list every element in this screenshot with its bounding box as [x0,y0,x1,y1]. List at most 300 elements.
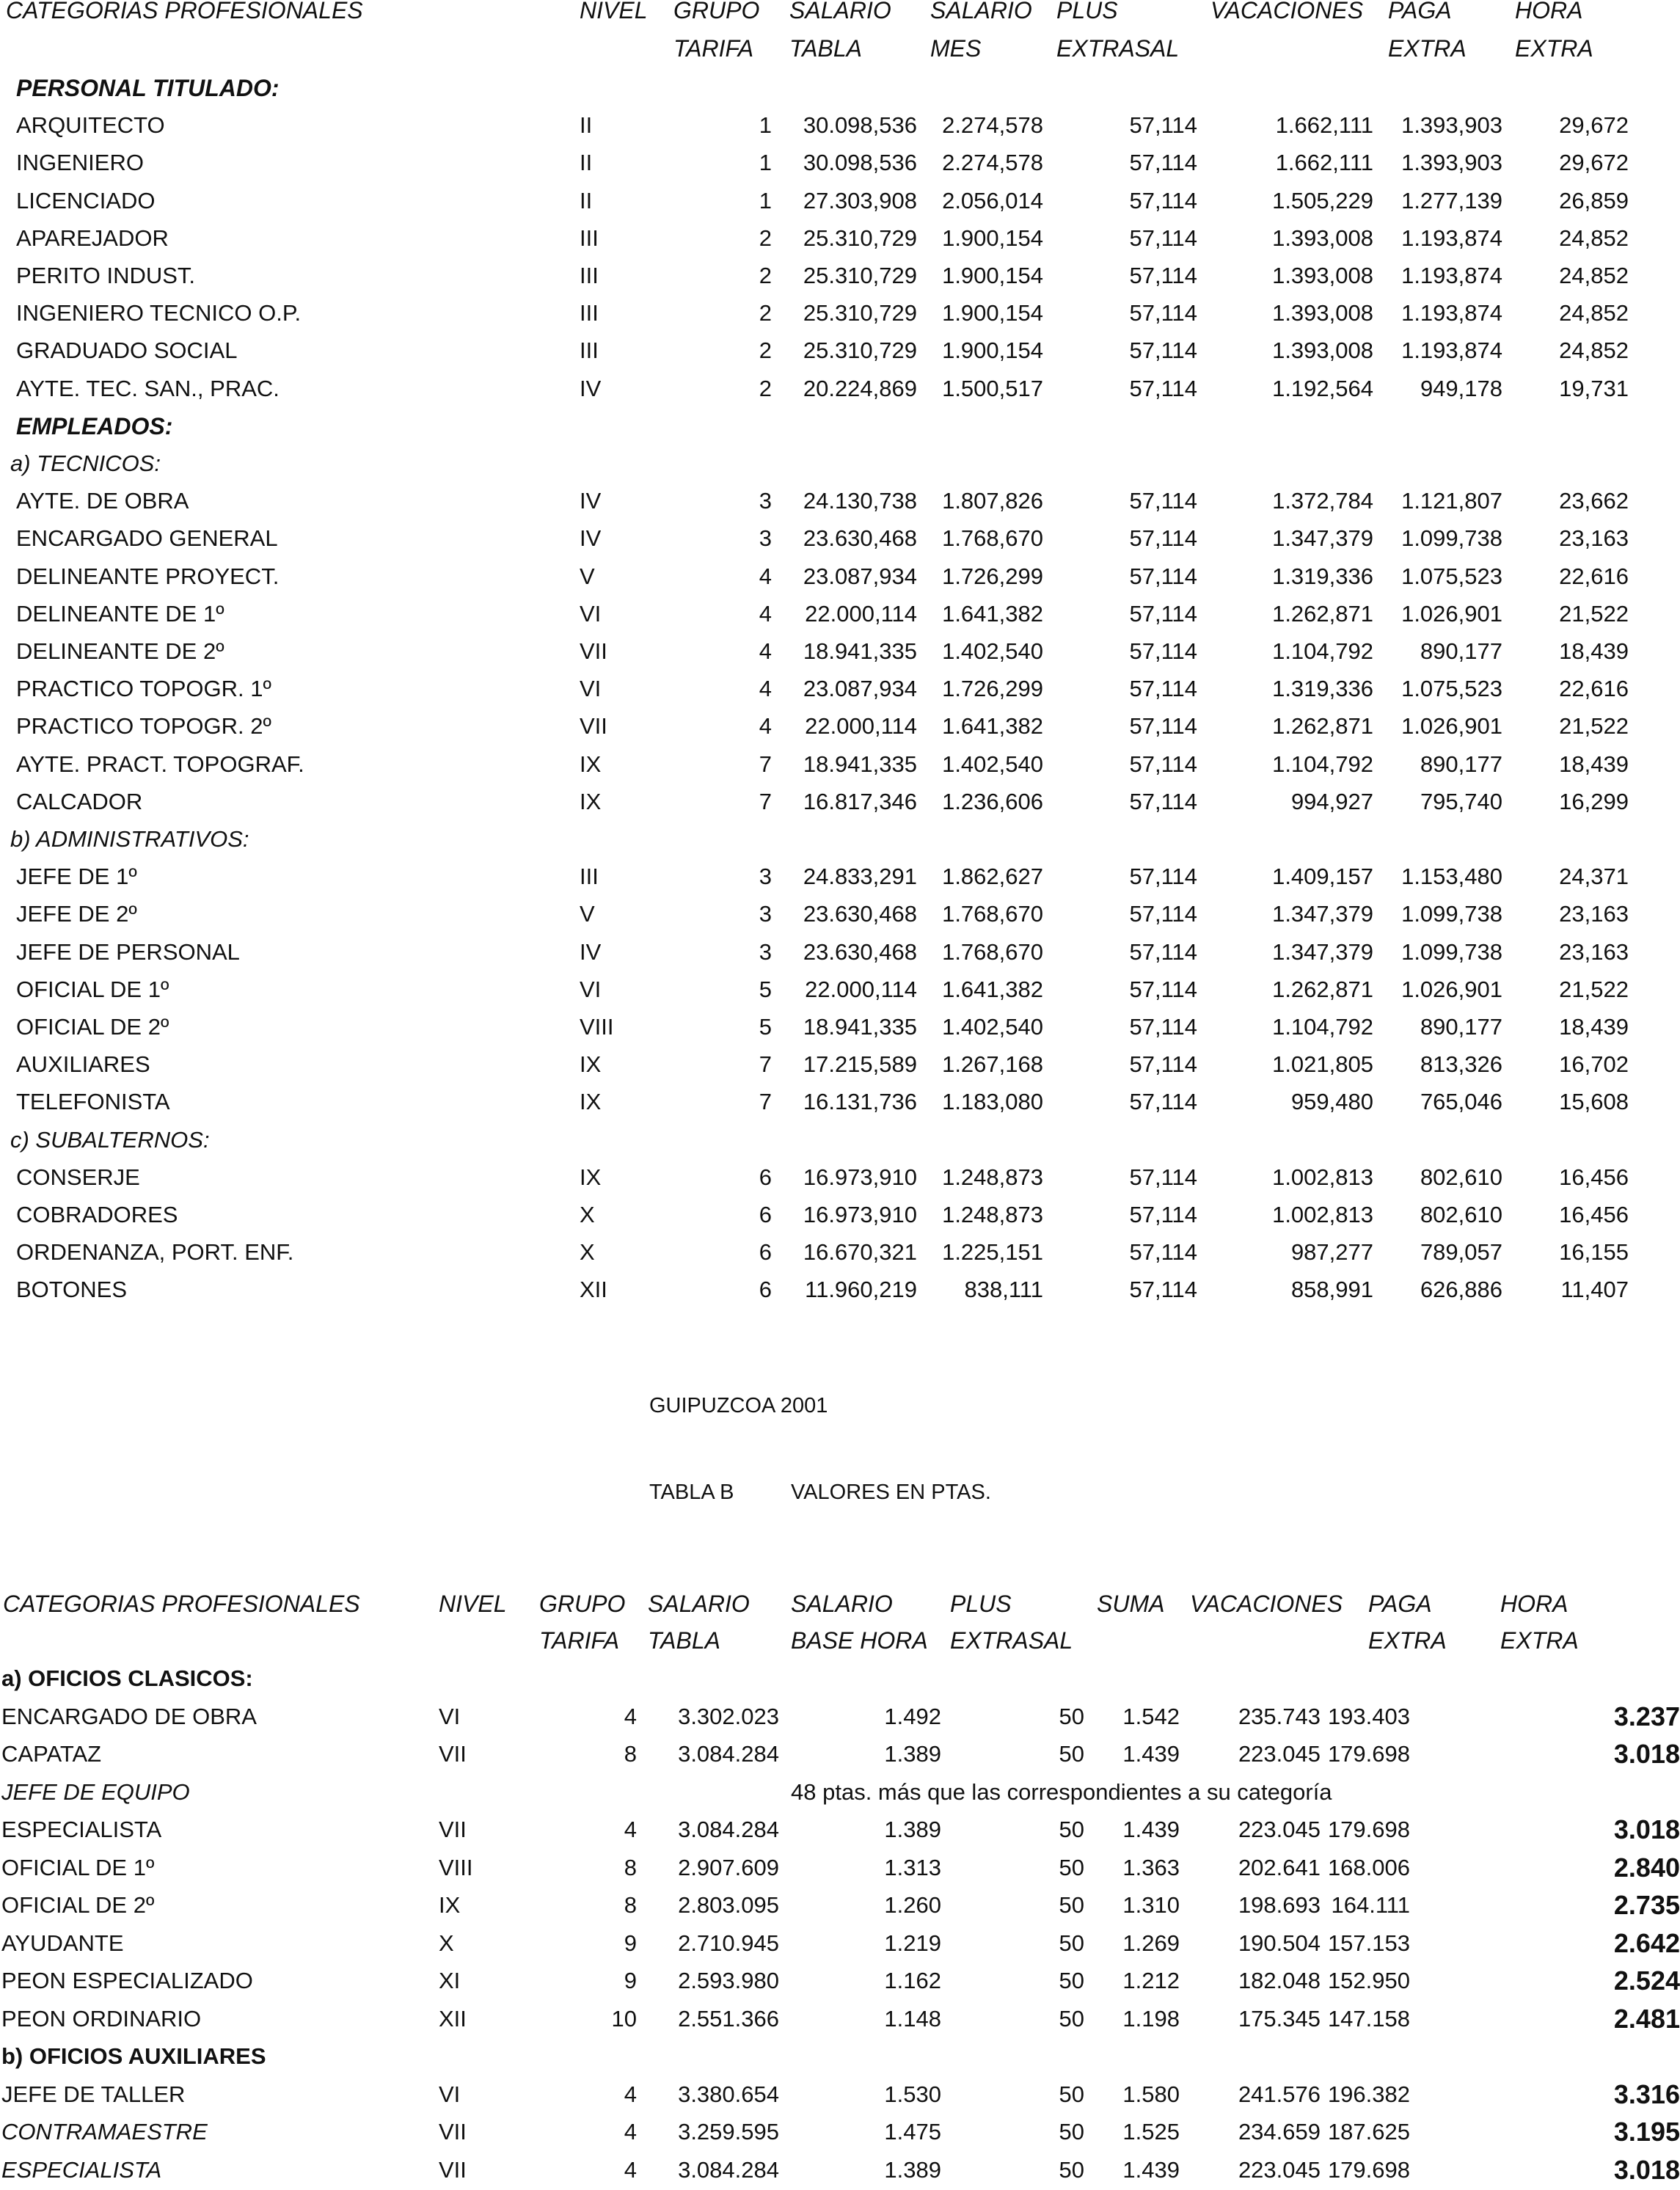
table-cell: 5 [759,976,772,1002]
table-cell: 1.002,813 [1272,1202,1373,1227]
table-cell: 949,178 [1420,375,1502,401]
table-cell: 2.593.980 [678,1968,779,1993]
table-cell: 57,114 [1129,1164,1197,1190]
table-cell: 1.525 [1122,2119,1180,2145]
table-cell: 57,114 [1129,1014,1197,1040]
table-a-row [0,1045,1680,1084]
table-a-header: SALARIO [930,0,1032,23]
table-cell: 5 [759,1014,772,1040]
table-cell: 57,114 [1129,488,1197,514]
category-label: PEON ESPECIALIZADO [1,1968,253,1993]
table-cell: 2.710.945 [678,1930,779,1956]
table-b-header: EXTRA [1368,1627,1447,1654]
table-cell: 1.475 [884,2119,941,2145]
table-cell: 2 [759,375,772,401]
table-cell: 2.803.095 [678,1892,779,1918]
table-b-row [0,1962,1680,2000]
table-cell: 1.580 [1122,2081,1180,2107]
category-label: CONTRAMAESTRE [1,2119,208,2145]
table-cell: 223.045 [1238,2156,1321,2183]
table-cell: 21,522 [1559,976,1629,1002]
table-a-row [0,182,1680,220]
table-cell: 2.840 [1613,1852,1680,1883]
table-cell: IV [580,375,602,401]
table-cell: 24.130,738 [803,488,917,514]
table-cell: 1.768,670 [942,901,1043,927]
table-a-row [0,257,1680,295]
table-cell: 24,852 [1559,263,1629,288]
table-a-section-heading [0,69,1680,107]
table-a-header: TARIFA [673,35,754,62]
table-cell: 1.260 [884,1892,941,1918]
table-a-row [0,144,1680,182]
table-cell: 1.900,154 [942,263,1043,288]
table-a-row [0,745,1680,784]
table-cell: VI [580,600,602,627]
table-b-row [0,1886,1680,1924]
table-a-row [0,219,1680,258]
category-label: AUXILIARES [16,1051,150,1078]
table-cell: 1 [759,150,772,176]
table-cell: 1.402,540 [942,751,1043,777]
table-cell: 1.900,154 [942,300,1043,326]
table-cell: 1.492 [884,1703,941,1729]
table-cell: 6 [759,1239,772,1266]
table-cell: 1.026,901 [1401,600,1502,627]
table-cell: 30.098,536 [803,112,917,139]
table-cell: 1.393,008 [1272,263,1373,288]
table-cell: 1.248,873 [942,1164,1043,1190]
table-cell: 4 [624,2081,637,2107]
table-b-header: CATEGORIAS PROFESIONALES [3,1591,360,1617]
table-cell: 18.941,335 [803,751,917,777]
section-heading: b) OFICIOS AUXILIARES [1,2043,266,2069]
table-cell: 18.941,335 [803,638,917,664]
table-cell: 24.833,291 [803,864,917,890]
table-cell: 223.045 [1238,1741,1321,1767]
table-a-header: TABLA [789,35,862,62]
table-cell: 1.389 [884,2156,941,2183]
table-a-row [0,595,1680,633]
table-cell: 30.098,536 [803,150,917,176]
table-cell: 18,439 [1559,638,1629,664]
table-b-header: SALARIO [648,1591,750,1617]
table-cell: 25.310,729 [803,263,917,288]
table-cell: IX [580,1164,602,1190]
table-cell: 765,046 [1420,1089,1502,1115]
table-b-row [0,1773,1680,1811]
category-label: OFICIAL DE 1º [16,976,169,1002]
table-cell: 2.551.366 [678,2005,779,2032]
table-a-row [0,558,1680,596]
table-b-row [0,1698,1680,1736]
table-cell: 16.670,321 [803,1239,917,1266]
category-label: CAPATAZ [1,1741,102,1767]
category-label: ARQUITECTO [16,112,165,139]
table-cell: 1.193,874 [1401,300,1502,326]
table-cell: 50 [1059,2081,1084,2107]
table-cell: 1.393,008 [1272,300,1373,326]
table-cell: 1.807,826 [942,488,1043,514]
table-cell: 23,163 [1559,901,1629,927]
table-cell: 4 [624,1703,637,1729]
table-cell: 2 [759,225,772,251]
category-label: PRACTICO TOPOGR. 1º [16,676,271,702]
category-label: PRACTICO TOPOGR. 2º [16,713,271,740]
table-cell: 23,662 [1559,488,1629,514]
table-cell: 1.542 [1122,1703,1180,1729]
table-cell: VIII [580,1014,614,1040]
table-cell: 168.006 [1327,1854,1410,1880]
table-cell: 152.950 [1327,1968,1410,1993]
table-cell: 1.393,903 [1401,112,1502,139]
table-cell: 22,616 [1559,563,1629,589]
table-cell: 3.084.284 [678,1741,779,1767]
table-cell: 22.000,114 [805,600,917,627]
table-b-header: EXTRASAL [950,1627,1073,1654]
table-cell: 57,114 [1129,1239,1197,1266]
table-a-row [0,933,1680,971]
category-label: DELINEANTE DE 1º [16,600,224,627]
table-cell: 147.158 [1327,2005,1410,2032]
table-cell: 1.262,871 [1272,600,1373,627]
category-label: JEFE DE EQUIPO [1,1778,190,1805]
table-cell: 8 [624,1854,637,1880]
table-cell: 57,114 [1129,751,1197,777]
table-b-header: NIVEL [439,1591,507,1617]
table-cell: 2.524 [1613,1965,1680,1996]
table-a-row [0,1196,1680,1234]
category-label: ESPECIALISTA [1,1817,162,1842]
table-a-header: PLUS [1056,0,1118,23]
table-cell: 1.193,874 [1401,263,1502,288]
table-cell: 57,114 [1129,375,1197,401]
table-cell: 23.087,934 [803,676,917,702]
table-cell: 50 [1059,1968,1084,1993]
table-cell: 57,114 [1129,788,1197,814]
table-cell: 7 [759,1051,772,1078]
table-cell: 1.026,901 [1401,713,1502,740]
values-unit-label: VALORES EN PTAS. [791,1481,991,1504]
table-cell: 1.193,874 [1401,337,1502,364]
row-note: 48 ptas. más que las correspondientes a su categoría [791,1778,1332,1805]
table-b-row [0,1735,1680,1773]
table-a-row [0,482,1680,520]
table-cell: 6 [759,1277,772,1303]
table-cell: III [580,337,599,364]
table-cell: 2.056,014 [942,187,1043,213]
table-cell: 1.153,480 [1401,864,1502,890]
table-cell: VII [439,1741,467,1767]
table-cell: 179.698 [1327,1741,1410,1767]
table-cell: 1.500,517 [942,375,1043,401]
category-label: COBRADORES [16,1202,178,1227]
table-cell: 9 [624,1968,637,1993]
table-cell: 1.641,382 [942,976,1043,1002]
table-cell: IV [580,525,602,552]
table-cell: 57,114 [1129,300,1197,326]
table-cell: 1.530 [884,2081,941,2107]
category-label: ORDENANZA, PORT. ENF. [16,1239,294,1266]
table-cell: 3 [759,938,772,965]
table-cell: 18,439 [1559,751,1629,777]
table-cell: X [580,1202,595,1227]
table-cell: 1.212 [1122,1968,1180,1993]
table-cell: 50 [1059,2005,1084,2032]
category-label: ESPECIALISTA [1,2156,162,2183]
table-cell: 1.641,382 [942,600,1043,627]
category-label: BOTONES [16,1277,128,1303]
table-cell: 890,177 [1420,751,1502,777]
table-b-header-row-2 [0,1621,1680,1660]
category-label: ENCARGADO DE OBRA [1,1703,257,1729]
table-cell: 813,326 [1420,1051,1502,1078]
table-cell: 57,114 [1129,938,1197,965]
table-cell: 50 [1059,1892,1084,1918]
table-cell: 1.099,738 [1401,938,1502,965]
table-cell: IX [580,788,602,814]
table-cell: 1.104,792 [1272,1014,1373,1040]
table-cell: VI [439,2081,461,2107]
table-cell: 1 [759,187,772,213]
table-b-header-row-1 [0,1585,1680,1623]
table-cell: 57,114 [1129,337,1197,364]
table-cell: 3.316 [1613,2078,1680,2109]
table-cell: 22,616 [1559,676,1629,702]
table-b-header: PLUS [950,1591,1012,1617]
table-cell: 57,114 [1129,600,1197,627]
table-cell: 1.183,080 [942,1089,1043,1115]
table-cell: 1.310 [1122,1892,1180,1918]
category-label: GRADUADO SOCIAL [16,337,238,364]
table-cell: 23.087,934 [803,563,917,589]
table-cell: 1.193,874 [1401,225,1502,251]
category-label: AYTE. TEC. SAN., PRAC. [16,375,280,401]
table-cell: 1.389 [884,1741,941,1767]
table-cell: X [580,1239,595,1266]
table-cell: 23.630,468 [803,901,917,927]
table-cell: 987,277 [1290,1239,1373,1266]
table-cell: 18.941,335 [803,1014,917,1040]
table-b-header: VACACIONES [1190,1591,1343,1617]
section-heading: a) TECNICOS: [10,450,161,476]
category-label: AYUDANTE [1,1930,124,1956]
category-label: CALCADOR [16,788,143,814]
category-label: ENCARGADO GENERAL [16,525,278,552]
page-title: GUIPUZCOA 2001 [649,1394,828,1417]
table-cell: 16,456 [1559,1202,1629,1227]
table-cell: 187.625 [1327,2119,1410,2145]
table-cell: 57,114 [1129,1051,1197,1078]
table-cell: 24,852 [1559,300,1629,326]
table-cell: 1.662,111 [1275,112,1373,139]
table-cell: 6 [759,1164,772,1190]
table-cell: 16,155 [1559,1239,1629,1266]
table-cell: 1.121,807 [1401,488,1502,514]
table-cell: 18,439 [1559,1014,1629,1040]
table-a-header: PAGA [1388,0,1452,23]
table-a-header: GRUPO [673,0,760,23]
table-a-header: MES [930,35,982,62]
table-a-header: HORA [1515,0,1583,23]
table-cell: 4 [759,638,772,664]
table-cell: 1.075,523 [1401,676,1502,702]
table-cell: 50 [1059,1817,1084,1842]
table-a-header: NIVEL [580,0,648,23]
table-cell: 16.131,736 [803,1089,917,1115]
table-cell: 182.048 [1238,1968,1321,1993]
table-cell: 3 [759,901,772,927]
table-cell: 4 [624,1817,637,1842]
table-b-row [0,1849,1680,1887]
table-b-section-heading [0,1660,1680,1698]
section-heading: PERSONAL TITULADO: [16,75,280,101]
table-cell: 1.402,540 [942,1014,1043,1040]
table-cell: 1.104,792 [1272,751,1373,777]
table-a-header: EXTRA [1388,35,1467,62]
table-cell: 959,480 [1290,1089,1373,1115]
table-cell: 2.735 [1613,1890,1680,1920]
table-cell: VII [439,2156,467,2183]
table-cell: 196.382 [1327,2081,1410,2107]
table-cell: 802,610 [1420,1164,1502,1190]
table-cell: 9 [624,1930,637,1956]
table-cell: 235.743 [1238,1703,1321,1729]
table-cell: 3.302.023 [678,1703,779,1729]
table-cell: 7 [759,1089,772,1115]
table-cell: 1.104,792 [1272,638,1373,664]
table-a-header: VACACIONES [1210,0,1364,23]
table-cell: 1.862,627 [942,864,1043,890]
table-cell: 57,114 [1129,525,1197,552]
table-cell: 1.313 [884,1854,941,1880]
table-cell: 10 [611,2005,637,2032]
table-a-section-heading [0,445,1680,483]
table-cell: 1.148 [884,2005,941,2032]
table-cell: 241.576 [1238,2081,1321,2107]
table-cell: 179.698 [1327,2156,1410,2183]
table-cell: 57,114 [1129,976,1197,1002]
table-cell: 1.248,873 [942,1202,1043,1227]
table-cell: 2.274,578 [942,150,1043,176]
table-cell: 1.768,670 [942,938,1043,965]
table-cell: 21,522 [1559,600,1629,627]
category-label: INGENIERO [16,150,144,176]
table-cell: 3.380.654 [678,2081,779,2107]
table-cell: 1.439 [1122,1741,1180,1767]
table-cell: 193.403 [1327,1703,1410,1729]
table-cell: 3.195 [1613,2117,1680,2147]
table-cell: 57,114 [1129,1089,1197,1115]
table-cell: 7 [759,751,772,777]
table-cell: 1.198 [1122,2005,1180,2032]
table-cell: 57,114 [1129,864,1197,890]
table-cell: 2 [759,263,772,288]
table-cell: 1.641,382 [942,713,1043,740]
table-a-header: EXTRASAL [1056,35,1180,62]
table-cell: 795,740 [1420,788,1502,814]
table-cell: 50 [1059,2119,1084,2145]
category-label: JEFE DE PERSONAL [16,938,240,965]
table-cell: 157.153 [1327,1930,1410,1956]
table-cell: 25.310,729 [803,337,917,364]
table-cell: X [439,1930,454,1956]
table-cell: 57,114 [1129,901,1197,927]
table-cell: 190.504 [1238,1930,1321,1956]
table-cell: 1.393,903 [1401,150,1502,176]
table-cell: 23.630,468 [803,938,917,965]
table-a-row [0,370,1680,408]
table-cell: 57,114 [1129,713,1197,740]
table-cell: IX [439,1892,461,1918]
category-label: TELEFONISTA [16,1089,170,1115]
table-cell: 1.505,229 [1272,187,1373,213]
table-cell: 8 [624,1892,637,1918]
table-cell: 57,114 [1129,638,1197,664]
table-cell: 26,859 [1559,187,1629,213]
table-cell: 1 [759,112,772,139]
table-cell: 50 [1059,1854,1084,1880]
table-cell: 2 [759,337,772,364]
table-cell: IX [580,1089,602,1115]
table-cell: 1.225,151 [942,1239,1043,1266]
table-cell: 1.347,379 [1272,901,1373,927]
table-cell: 1.393,008 [1272,225,1373,251]
table-cell: 1.900,154 [942,225,1043,251]
table-a-row [0,670,1680,708]
table-cell: 1.021,805 [1272,1051,1373,1078]
table-cell: 1.768,670 [942,525,1043,552]
table-cell: 57,114 [1129,225,1197,251]
table-cell: 22.000,114 [805,976,917,1002]
table-cell: 4 [759,713,772,740]
table-cell: 1.277,139 [1401,187,1502,213]
table-a-row [0,632,1680,671]
category-label: LICENCIADO [16,187,156,213]
table-cell: 179.698 [1327,1817,1410,1842]
table-cell: V [580,901,595,927]
table-cell: 1.262,871 [1272,976,1373,1002]
table-cell: 1.409,157 [1272,864,1373,890]
table-cell: 57,114 [1129,150,1197,176]
table-a-row [0,332,1680,370]
table-cell: 994,927 [1290,788,1373,814]
table-cell: 57,114 [1129,263,1197,288]
table-cell: 1.269 [1122,1930,1180,1956]
table-cell: 1.372,784 [1272,488,1373,514]
table-cell: 4 [759,563,772,589]
table-cell: 2.642 [1613,1927,1680,1958]
table-cell: 802,610 [1420,1202,1502,1227]
table-cell: 50 [1059,2156,1084,2183]
table-cell: 3.018 [1613,1814,1680,1844]
table-cell: 3.084.284 [678,1817,779,1842]
table-cell: 57,114 [1129,676,1197,702]
category-label: OFICIAL DE 2º [16,1014,169,1040]
table-cell: 1.219 [884,1930,941,1956]
table-cell: 838,111 [964,1277,1043,1303]
table-cell: 858,991 [1290,1277,1373,1303]
table-cell: 27.303,908 [803,187,917,213]
table-cell: VI [580,976,602,1002]
table-cell: 29,672 [1559,112,1629,139]
table-cell: 57,114 [1129,1277,1197,1303]
table-a-row [0,1233,1680,1271]
table-a-header: EXTRA [1515,35,1593,62]
category-label: DELINEANTE DE 2º [16,638,224,664]
table-b-section-heading [0,2037,1680,2076]
table-cell: 50 [1059,1703,1084,1729]
